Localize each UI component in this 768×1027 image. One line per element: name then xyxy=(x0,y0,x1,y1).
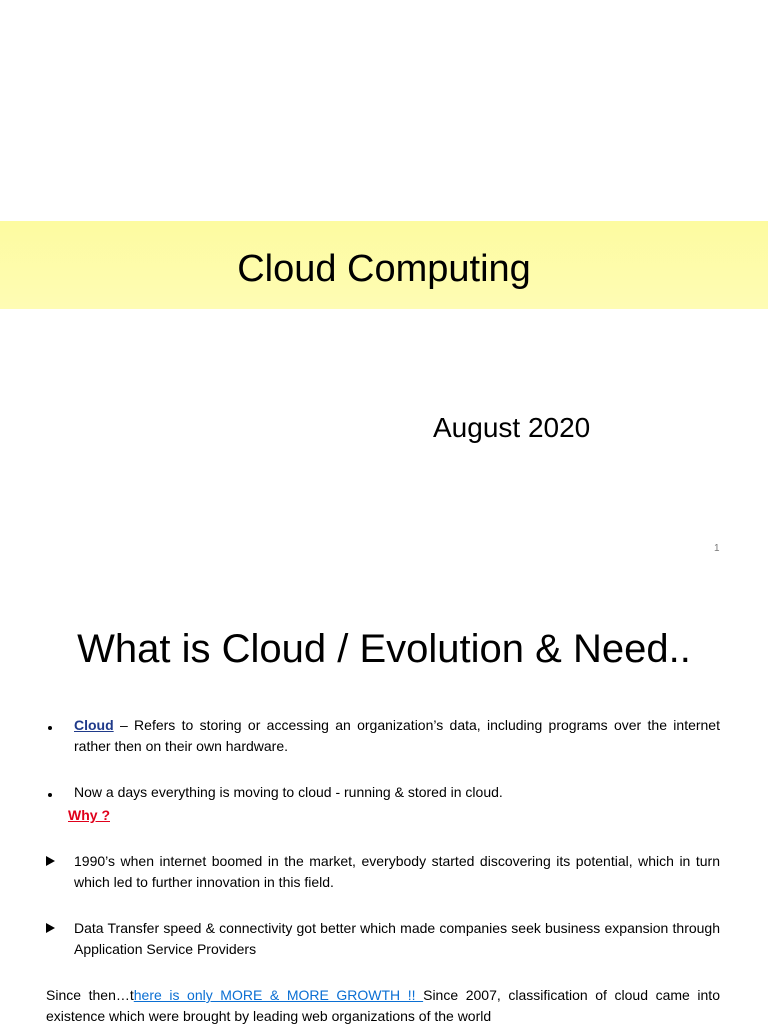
moving-text: Now a days everything is moving to cloud - running & stored in cloud. xyxy=(74,784,503,800)
slide-2 xyxy=(0,576,768,1024)
arrow-item-transfer xyxy=(46,918,720,960)
arrow-bullet-icon xyxy=(46,851,66,872)
bullet-icon xyxy=(46,715,66,736)
slide-date: August 2020 xyxy=(433,412,591,443)
bullet-item-moving xyxy=(46,782,720,826)
closing-prefix: Since then…t xyxy=(46,987,134,1003)
cloud-definition: – Refers to storing or accessing an organization’s data, including programs over the internet rather then on their own hardware. xyxy=(74,717,720,754)
slide-number: 1 xyxy=(714,543,720,554)
arrow-bullet-icon xyxy=(46,918,66,939)
growth-link[interactable]: here is only MORE & MORE GROWTH !! xyxy=(133,987,424,1003)
arrow-item-1990s xyxy=(46,851,720,893)
bullet-icon xyxy=(46,782,66,803)
slide-title: Cloud Computing xyxy=(237,248,531,290)
closing-suffix: Since 2007, classification of cloud came into existence which were brought by leading web organizations of the world xyxy=(46,987,720,1024)
closing-paragraph xyxy=(46,985,720,1027)
transfer-text: Data Transfer speed & connectivity got better which made companies seek business expansion through Application Service Providers xyxy=(74,920,720,957)
why-label: Why ? xyxy=(68,807,110,823)
bullet-item-cloud xyxy=(46,715,720,757)
cloud-term-link[interactable]: Cloud xyxy=(74,717,114,733)
1990s-text: 1990’s when internet boomed in the market, everybody started discovering its potential, which in turn which led to further innovation in this field. xyxy=(74,853,720,890)
slide-heading: What is Cloud / Evolution & Need.. xyxy=(77,627,691,671)
